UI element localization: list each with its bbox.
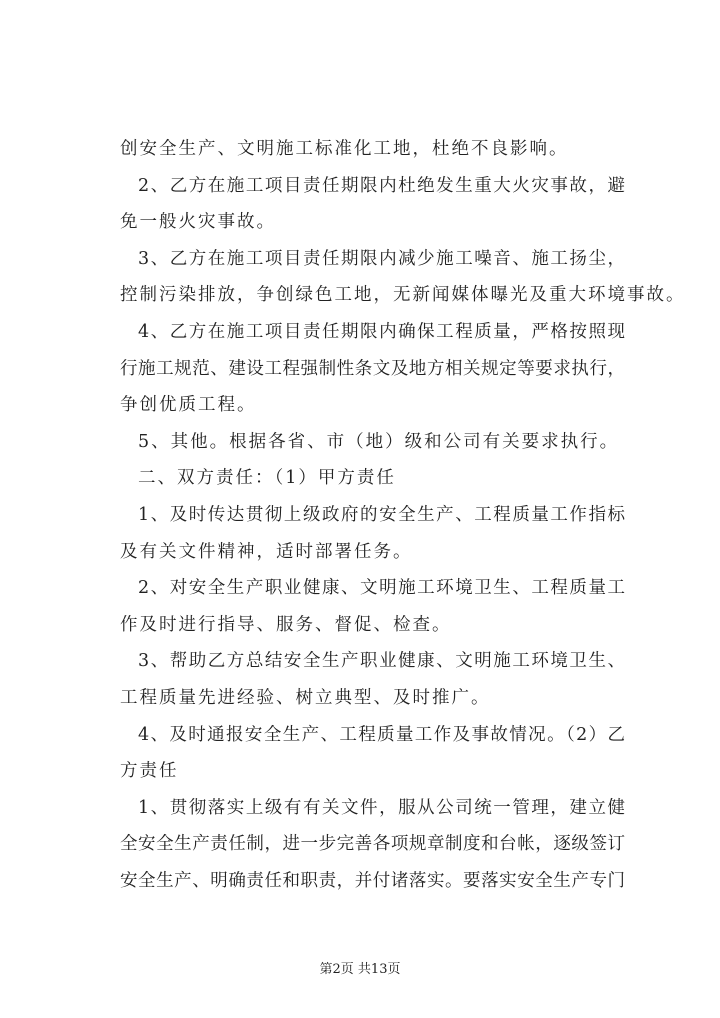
paragraph <box>120 136 625 173</box>
text-line: 工程质量先进经验、树立典型、及时推广。 <box>120 687 491 708</box>
paragraph <box>120 795 625 905</box>
text-line: 及有关文件精神，适时部署任务。 <box>120 541 413 562</box>
text-line: 作及时进行指导、服务、督促、检查。 <box>120 614 452 635</box>
page-number-footer: 第2页 共13页 <box>319 962 401 977</box>
text-line: 创安全生产、文明施工标准化工地，杜绝不良影响。 <box>120 139 569 159</box>
text-line: 1、及时传达贯彻上级政府的安全生产、工程质量工作指标 <box>138 504 625 525</box>
paragraph <box>120 648 625 721</box>
text-line: 4、乙方在施工项目责任期限内确保工程质量，严格按照现 <box>138 321 625 342</box>
text-line: 免一般火灾事故。 <box>120 212 276 233</box>
text-line: 控制污染排放，争创绿色工地，无新闻媒体曝光及重大环境事故。 <box>120 285 686 306</box>
text-line: 2、乙方在施工项目责任期限内杜绝发生重大火灾事故，避 <box>138 175 625 196</box>
text-line: 3、乙方在施工项目责任期限内减少施工噪音、施工扬尘， <box>138 248 625 269</box>
paragraph <box>120 575 625 648</box>
text-line: 争创优质工程。 <box>120 395 257 416</box>
paragraph <box>120 722 625 795</box>
document-body <box>120 136 686 904</box>
paragraph <box>120 246 686 319</box>
text-line: 全安全生产责任制，进一步完善各项规章制度和台帐，逐级签订 <box>120 834 625 855</box>
text-line: 4、及时通报安全生产、工程质量工作及事故情况。（2）乙 <box>138 724 625 745</box>
text-line: 行施工规范、建设工程强制性条文及地方相关规定等要求执行， <box>120 358 625 379</box>
text-line: 3、帮助乙方总结安全生产职业健康、文明施工环境卫生、 <box>138 651 625 672</box>
paragraph <box>120 429 625 466</box>
text-line: 方责任 <box>120 761 179 782</box>
text-line: 二、双方责任：（1）甲方责任 <box>138 468 396 489</box>
text-line: 5、其他。根据各省、市（地）级和公司有关要求执行。 <box>138 431 620 452</box>
paragraph <box>120 319 625 429</box>
text-line: 2、对安全生产职业健康、文明施工环境卫生、工程质量工 <box>138 578 625 599</box>
paragraph <box>120 502 625 575</box>
text-line: 安全生产、明确责任和职责，并付诸落实。要落实安全生产专门 <box>120 870 625 891</box>
paragraph <box>120 465 625 502</box>
text-line: 1、贯彻落实上级有有关文件，服从公司统一管理，建立健 <box>138 797 625 818</box>
paragraph <box>120 173 625 246</box>
